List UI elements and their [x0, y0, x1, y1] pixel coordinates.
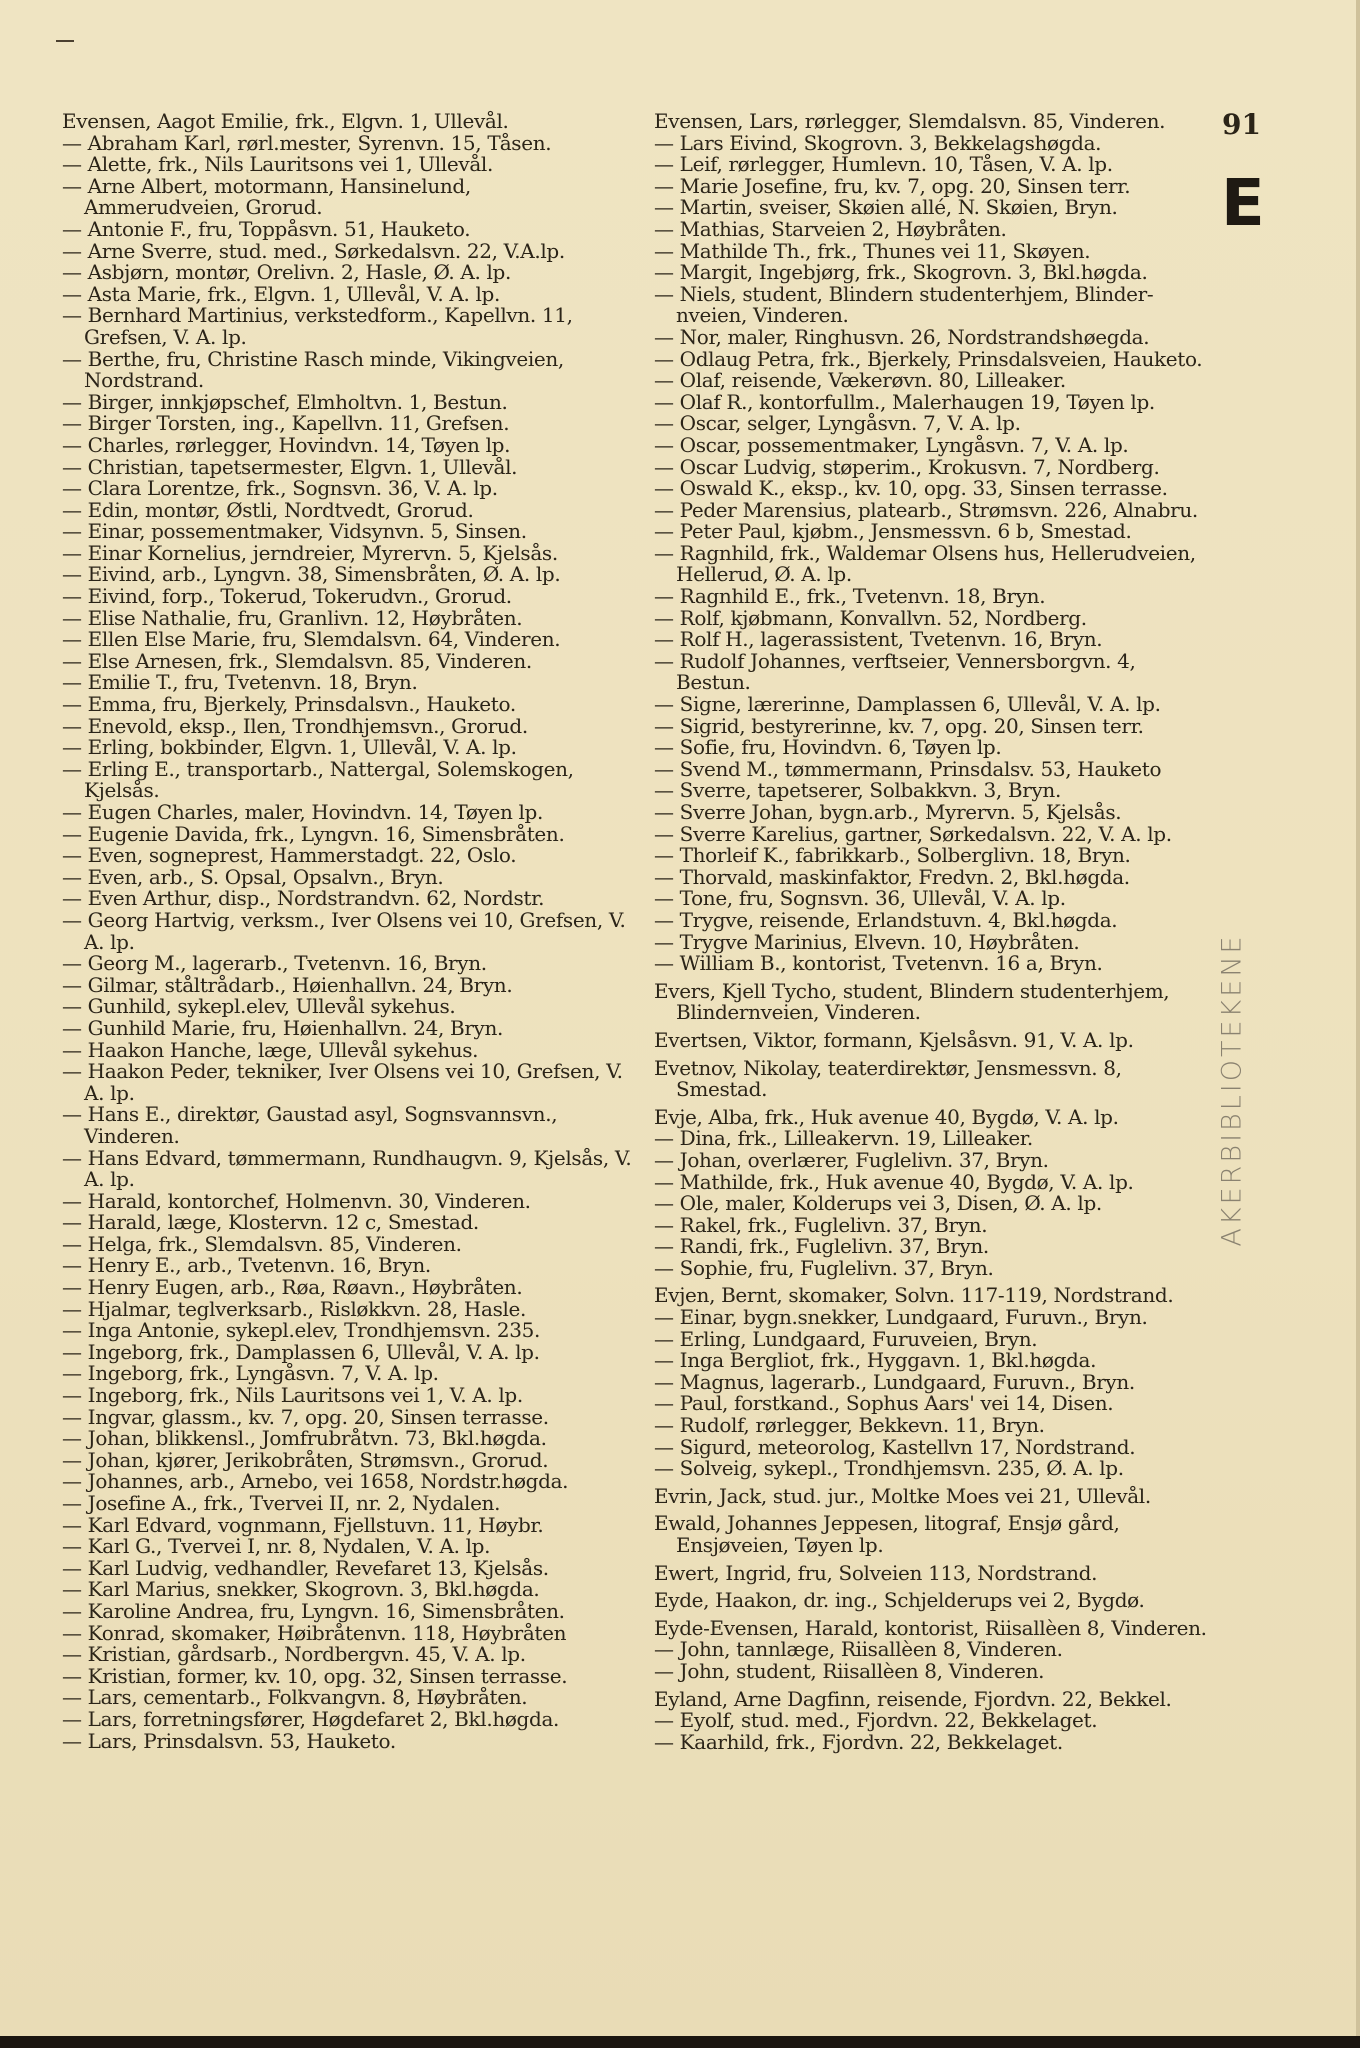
directory-entry: — Trygve Marinius, Elvevn. 10, Høybråten. — [654, 929, 1080, 954]
directory-entry: — Johan, kjører, Jerikobråten, Strømsvn., Grorud. — [62, 1447, 549, 1472]
directory-entry: — Leif, rørlegger, Humlevn. 10, Tåsen, V. A. lp. — [654, 152, 1113, 177]
directory-entry: — Erling E., transportarb., Nattergal, Solemskogen, Kjelsås. — [62, 756, 574, 803]
directory-entry: — Peder Marensius, platearb., Strømsvn. 226, Alnabru. — [654, 497, 1198, 522]
directory-entry: Evensen, Lars, rørlegger, Slemdalsvn. 85, Vinderen. — [654, 109, 1166, 133]
directory-entry: — Edin, montør, Østli, Nordtvedt, Grorud. — [62, 497, 474, 522]
directory-entry: — Kaarhild, frk., Fjordvn. 22, Bekkelaget. — [654, 1729, 1063, 1754]
directory-entry: Evers, Kjell Tycho, student, Blindern studenterhjem, Blindernveien, Vinderen. — [654, 978, 1170, 1025]
directory-entry: — Erling, bokbinder, Elgvn. 1, Ullevål, V. A. lp. — [62, 735, 517, 760]
directory-entry: — Gunhild, sykepl.elev, Ullevål sykehus. — [62, 994, 456, 1019]
directory-entry: — Gunhild Marie, fru, Høienhallvn. 24, Bryn. — [62, 1015, 504, 1040]
directory-entry: — Karoline Andrea, fru, Lyngvn. 16, Simensbråten. — [62, 1598, 565, 1623]
directory-entry: — Lars, forretningsfører, Høgdefaret 2, Bkl.høgda. — [62, 1706, 560, 1731]
directory-entry: — Lars Eivind, Skogrovn. 3, Bekkelagshøgda. — [654, 130, 1102, 155]
directory-entry: — Kristian, former, kv. 10, opg. 32, Sinsen terrasse. — [62, 1663, 568, 1688]
directory-entry: — Georg Hartvig, verksm., Iver Olsens vei 10, Grefsen, V. A. lp. — [62, 907, 626, 954]
directory-entry: Evrin, Jack, stud. jur., Moltke Moes vei 21, Ullevål. — [654, 1483, 1151, 1508]
directory-entry: — Kristian, gårdsarb., Nordbergvn. 45, V. A. lp. — [62, 1642, 526, 1667]
directory-entry: — Rudolf, rørlegger, Bekkevn. 11, Bryn. — [654, 1413, 1045, 1438]
directory-entry: — Sverre Johan, bygn.arb., Myrervn. 5, Kjelsås. — [654, 800, 1122, 824]
directory-entry: — Oscar Ludvig, støperim., Krokusvn. 7, Nordberg. — [654, 454, 1160, 479]
directory-entry: — Olaf R., kontorfullm., Malerhaugen 19, Tøyen lp. — [654, 389, 1155, 414]
directory-entry: — Karl Edvard, vognmann, Fjellstuvn. 11, Høybr. — [62, 1512, 544, 1537]
directory-entry: — Emma, fru, Bjerkely, Prinsdalsvn., Hauketo. — [62, 692, 516, 717]
directory-entry: — Charles, rørlegger, Hovindvn. 14, Tøyen lp. — [62, 432, 511, 457]
directory-entry: Evensen, Aagot Emilie, frk., Elgvn. 1, Ullevål. — [62, 109, 509, 133]
directory-entry: — Thorvald, maskinfaktor, Fredvn. 2, Bkl.høgda. — [654, 864, 1130, 889]
directory-entry: — Margit, Ingebjørg, frk., Skogrovn. 3, Bkl.høgda. — [654, 260, 1148, 285]
directory-entry: Evertsen, Viktor, formann, Kjelsåsvn. 91, V. A. lp. — [654, 1027, 1134, 1052]
directory-entry: — Einar, bygn.snekker, Lundgaard, Furuvn., Bryn. — [654, 1305, 1148, 1330]
directory-entry: — Peter Paul, kjøbm., Jensmessvn. 6 b, Smestad. — [654, 519, 1132, 544]
directory-entry: — Arne Sverre, stud. med., Sørkedalsvn. 22, V.A.lp. — [62, 238, 565, 263]
directory-entry: Eyland, Arne Dagfinn, reisende, Fjordvn. 22, Bekkel. — [654, 1686, 1172, 1711]
directory-entry: — Johan, blikkensl., Jomfrubråtvn. 73, Bkl.høgda. — [62, 1426, 547, 1451]
directory-entry: — Ingeborg, frk., Nils Lauritsons vei 1, V. A. lp. — [62, 1383, 523, 1408]
directory-entry: — Thorleif K., fabrikkarb., Solberglivn. 18, Bryn. — [654, 843, 1131, 868]
directory-entry: — William B., kontorist, Tvetenvn. 16 a, Bryn. — [654, 951, 1103, 976]
section-letter: E — [1221, 167, 1265, 241]
directory-entry: — Clara Lorentze, frk., Sognsvn. 36, V. A. lp. — [62, 476, 498, 501]
directory-entry: — Sverre Karelius, gartner, Sørkedalsvn. 22, V. A. lp. — [654, 821, 1172, 846]
directory-entry: — Henry Eugen, arb., Røa, Røavn., Høybråten. — [62, 1275, 523, 1300]
directory-entry: — Else Arnesen, frk., Slemdalsvn. 85, Vinderen. — [62, 648, 532, 673]
directory-entry: — Sverre, tapetserer, Solbakkvn. 3, Bryn. — [654, 778, 1061, 803]
directory-entry: — Eyolf, stud. med., Fjordvn. 22, Bekkelaget. — [654, 1708, 1098, 1733]
directory-entry: — Lars, cementarb., Folkvangvn. 8, Høybråten. — [62, 1685, 528, 1710]
directory-entry: — Inga Bergliot, frk., Hyggavn. 1, Bkl.høgda. — [654, 1348, 1097, 1373]
print-mark — [56, 40, 74, 42]
left-column — [62, 111, 632, 1752]
directory-entry: Eyde-Evensen, Harald, kontorist, Riisallèen 8, Vinderen. — [654, 1615, 1207, 1640]
directory-entry: — Karl Marius, snekker, Skogrovn. 3, Bkl.høgda. — [62, 1577, 540, 1602]
directory-entry: Evje, Alba, frk., Huk avenue 40, Bygdø, V. A. lp. — [654, 1104, 1119, 1129]
directory-entry: — Birger, innkjøpschef, Elmholtvn. 1, Bestun. — [62, 389, 508, 414]
directory-entry: — Hans Edvard, tømmermann, Rundhaugvn. 9, Kjelsås, V. A. lp. — [62, 1145, 632, 1192]
directory-entry: — Oswald K., eksp., kv. 10, opg. 33, Sinsen terrasse. — [654, 476, 1168, 501]
directory-entry: — Rakel, frk., Fuglelivn. 37, Bryn. — [654, 1212, 988, 1237]
directory-entry: — Harald, kontorchef, Holmenvn. 30, Vinderen. — [62, 1188, 531, 1213]
directory-entry: — Oscar, possementmaker, Lyngåsvn. 7, V. A. lp. — [654, 432, 1129, 457]
directory-entry: — Ellen Else Marie, fru, Slemdalsvn. 64, Vinderen. — [62, 627, 561, 652]
directory-entry: — Arne Albert, motormann, Hansinelund, Ammerudveien, Grorud. — [62, 173, 471, 220]
directory-entry: — Mathilde Th., frk., Thunes vei 11, Skøyen. — [654, 238, 1091, 263]
directory-entry: Ewert, Ingrid, fru, Solveien 113, Nordstrand. — [654, 1560, 1098, 1585]
directory-entry: — Hjalmar, teglverksarb., Risløkkvn. 28, Hasle. — [62, 1296, 527, 1321]
directory-entry: — Gilmar, ståltrådarb., Høienhallvn. 24, Bryn. — [62, 972, 513, 997]
directory-entry: — Erling, Lundgaard, Furuveien, Bryn. — [654, 1326, 1038, 1351]
directory-entry: — Asta Marie, frk., Elgvn. 1, Ullevål, V. A. lp. — [62, 281, 500, 306]
directory-entry: — Sophie, fru, Fuglelivn. 37, Bryn. — [654, 1255, 994, 1280]
right-column — [654, 111, 1210, 1753]
directory-entry: — Rolf, kjøbmann, Konvallvn. 52, Nordberg. — [654, 605, 1087, 630]
directory-entry: — Svend M., tømmermann, Prinsdalsv. 53, Hauketo — [654, 756, 1162, 781]
directory-entry: — Rolf H., lagerassistent, Tvetenvn. 16, Bryn. — [654, 627, 1103, 652]
directory-entry: — Bernhard Martinius, verkstedform., Kapellvn. 11, Grefsen, V. A. lp. — [62, 303, 573, 349]
directory-entry: — Even, arb., S. Opsal, Opsalvn., Bryn. — [62, 864, 444, 889]
directory-entry: — Sofie, fru, Hovindvn. 6, Tøyen lp. — [654, 735, 1002, 760]
directory-entry: — Georg M., lagerarb., Tvetenvn. 16, Bryn. — [62, 951, 487, 976]
directory-entry: — Mathilde, frk., Huk avenue 40, Bygdø, V. A. lp. — [654, 1169, 1134, 1194]
directory-entry: — Einar, possementmaker, Vidsynvn. 5, Sinsen. — [62, 519, 527, 544]
page-edge — [1356, 0, 1360, 2048]
directory-entry: — Johannes, arb., Arnebo, vei 1658, Nordstr.høgda. — [62, 1469, 569, 1494]
directory-entry: — Alette, frk., Nils Lauritsons vei 1, Ullevål. — [62, 152, 493, 177]
directory-entry: — Karl G., Tvervei I, nr. 8, Nydalen, V. A. lp. — [62, 1534, 491, 1559]
directory-entry: — Paul, forstkand., Sophus Aars' vei 14, Disen. — [654, 1391, 1114, 1416]
directory-entry: — Ole, maler, Kolderups vei 3, Disen, Ø. A. lp. — [654, 1191, 1102, 1216]
directory-entry: — Henry E., arb., Tvetenvn. 16, Bryn. — [62, 1253, 431, 1278]
directory-entry: — Olaf, reisende, Vækerøvn. 80, Lilleaker. — [654, 368, 1066, 393]
directory-entry: — Sigurd, meteorolog, Kastellvn 17, Nordstrand. — [654, 1434, 1136, 1459]
directory-entry: Evetnov, Nikolay, teaterdirektør, Jensmessvn. 8, Smestad. — [654, 1055, 1122, 1102]
directory-entry: — Ragnhild E., frk., Tvetenvn. 18, Bryn. — [654, 584, 1046, 609]
directory-entry: Evjen, Bernt, skomaker, Solvn. 117-119, Nordstrand. — [654, 1283, 1174, 1308]
directory-entry: — Eivind, forp., Tokerud, Tokerudvn., Grorud. — [62, 584, 512, 609]
directory-entry: — Inga Antonie, sykepl.elev, Trondhjemsvn. 235. — [62, 1318, 540, 1343]
directory-entry: — Sigrid, bestyrerinne, kv. 7, opg. 20, Sinsen terr. — [654, 713, 1144, 738]
directory-entry: — Eugenie Davida, frk., Lyngvn. 16, Simensbråten. — [62, 821, 565, 846]
directory-entry: — Christian, tapetsermester, Elgvn. 1, Ullevål. — [62, 454, 518, 479]
directory-entry: — Hans E., direktør, Gaustad asyl, Sognsvannsvn., Vinderen. — [62, 1102, 558, 1148]
directory-entry: — Eugen Charles, maler, Hovindvn. 14, Tøyen lp. — [62, 800, 544, 824]
directory-entry: — Haakon Peder, tekniker, Iver Olsens vei 10, Grefsen, V. A. lp. — [62, 1059, 623, 1105]
directory-entry: — Abraham Karl, rørl.mester, Syrenvn. 15, Tåsen. — [62, 130, 552, 155]
directory-entry: — Tone, fru, Sognsvn. 36, Ullevål, V. A. lp. — [654, 886, 1066, 911]
directory-entry: — Emilie T., fru, Tvetenvn. 18, Bryn. — [62, 670, 418, 695]
directory-entry: — John, tannlæge, Riisallèen 8, Vinderen. — [654, 1637, 1063, 1662]
directory-entry: — Martin, sveiser, Skøien allé, N. Skøien, Bryn. — [654, 195, 1118, 220]
directory-entry: — Birger Torsten, ing., Kapellvn. 11, Grefsen. — [62, 411, 510, 436]
directory-entry: — Magnus, lagerarb., Lundgaard, Furuvn., Bryn. — [654, 1369, 1135, 1394]
directory-entry: — Enevold, eksp., Ilen, Trondhjemsvn., Grorud. — [62, 713, 528, 738]
directory-entry: — Rudolf Johannes, verftseier, Vennersborgvn. 4, Bestun. — [654, 648, 1136, 695]
directory-entry: — Elise Nathalie, fru, Granlivn. 12, Høybråten. — [62, 605, 523, 630]
directory-entry: — Niels, student, Blindern studenterhjem, Blindernveien, Vinderen. — [654, 281, 1154, 328]
directory-entry: Ewald, Johannes Jeppesen, litograf, Ensjø gård, Ensjøveien, Tøyen lp. — [654, 1511, 1120, 1557]
directory-entry: — Ingvar, glassm., kv. 7, opg. 20, Sinsen terrasse. — [62, 1404, 549, 1429]
directory-entry: — Signe, lærerinne, Damplassen 6, Ullevål, V. A. lp. — [654, 692, 1161, 717]
directory-entry: — Lars, Prinsdalsvn. 53, Hauketo. — [62, 1728, 396, 1753]
directory-entry: — Eivind, arb., Lyngvn. 38, Simensbråten, Ø. A. lp. — [62, 562, 561, 587]
directory-entry: — Antonie F., fru, Toppåsvn. 51, Hauketo. — [62, 216, 471, 241]
directory-entry: — Trygve, reisende, Erlandstuvn. 4, Bkl.høgda. — [654, 907, 1118, 932]
directory-entry: — Marie Josefine, fru, kv. 7, opg. 20, Sinsen terr. — [654, 173, 1131, 198]
directory-entry: — Mathias, Starveien 2, Høybråten. — [654, 216, 1007, 241]
directory-entry: — Haakon Hanche, læge, Ullevål sykehus. — [62, 1037, 479, 1062]
directory-entry: — Nor, maler, Ringhusvn. 26, Nordstrandshøegda. — [654, 324, 1150, 349]
directory-entry: Eyde, Haakon, dr. ing., Schjelderups vei 2, Bygdø. — [654, 1588, 1145, 1613]
scan-border — [0, 2036, 1360, 2048]
directory-entry: — Odlaug Petra, frk., Bjerkely, Prinsdalsveien, Hauketo. — [654, 346, 1203, 371]
directory-entry: — Helga, frk., Slemdalsvn. 85, Vinderen. — [62, 1231, 462, 1256]
directory-entry: — Konrad, skomaker, Høibråtenvn. 118, Høybråten — [62, 1620, 567, 1645]
directory-entry: — Ingeborg, frk., Lyngåsvn. 7, V. A. lp. — [62, 1361, 439, 1386]
directory-entry: — Einar Kornelius, jerndreier, Myrervn. 5, Kjelsås. — [62, 540, 558, 565]
directory-entry: — Ingeborg, frk., Damplassen 6, Ullevål, V. A. lp. — [62, 1339, 540, 1364]
directory-entry: — Ragnhild, frk., Waldemar Olsens hus, Hellerudveien, Hellerud, Ø. A. lp. — [654, 540, 1196, 587]
directory-entry: — Josefine A., frk., Tvervei II, nr. 2, Nydalen. — [62, 1491, 501, 1515]
directory-entry: — Johan, overlærer, Fuglelivn. 37, Bryn. — [654, 1147, 1049, 1172]
directory-entry: — John, student, Riisallèen 8, Vinderen. — [654, 1658, 1045, 1683]
library-stamp: AKERBIBLIOTEKENE — [1216, 933, 1248, 1247]
directory-entry: — Oscar, selger, Lyngåsvn. 7, V. A. lp. — [654, 411, 1021, 436]
directory-entry: — Randi, frk., Fuglelivn. 37, Bryn. — [654, 1234, 989, 1259]
page-number: 91 — [1222, 108, 1261, 141]
directory-entry: — Even Arthur, disp., Nordstrandvn. 62, Nordstr. — [62, 886, 545, 911]
directory-entry: — Karl Ludvig, vedhandler, Revefaret 13, Kjelsås. — [62, 1555, 549, 1580]
directory-entry: — Asbjørn, montør, Orelivn. 2, Hasle, Ø. A. lp. — [62, 260, 512, 285]
directory-entry: — Berthe, fru, Christine Rasch minde, Vikingveien, Nordstrand. — [62, 346, 564, 393]
directory-entry: — Solveig, sykepl., Trondhjemsvn. 235, Ø. A. lp. — [654, 1456, 1124, 1481]
directory-entry: — Even, sogneprest, Hammerstadgt. 22, Oslo. — [62, 843, 517, 868]
directory-entry: — Dina, frk., Lilleakervn. 19, Lilleaker. — [654, 1126, 1033, 1151]
directory-entry: — Harald, læge, Klostervn. 12 c, Smestad. — [62, 1210, 479, 1235]
